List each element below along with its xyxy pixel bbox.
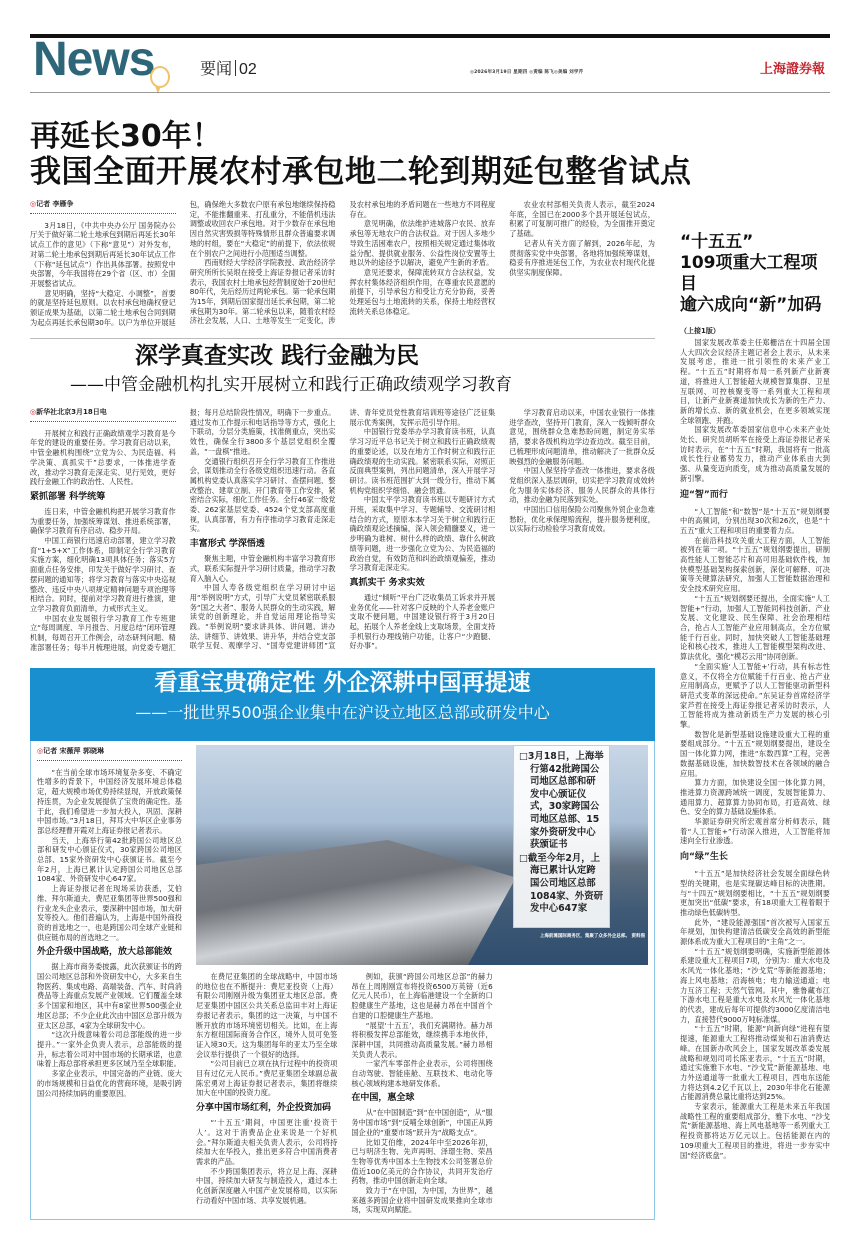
paragraph: 例如，获颁“跨国公司地区总部”的赫力昂在上周刚刚宣布将投资6500万英镑（近6亿元人民币），在上海临港建设一个全新的口腔健康生产基地，这也是赫力昂在中国首个自建的口腔健康生产基地。 bbox=[351, 972, 493, 1020]
article1-headline-line2: 我国全面开展农村承包地二轮到期延包整省试点 bbox=[30, 154, 692, 190]
paragraph: 通过“倾听”平台广泛收集员工诉求并开展业务优化——针对客户反映的个人养老金账户支取不便问题，中国建设银行将于3月20日起，拓展个人养老金线上支取场景，全面支持手机银行办理线销户功能，让客户“少跑腿、好办事”。 bbox=[349, 592, 496, 651]
article3-subheadline: ——一批世界500强企业集中在沪设立地区总部或研发中心 bbox=[135, 703, 550, 722]
paragraph: “在当前全球市场环境复杂多变、不确定性增多的背景下，中国经济发展环境总体稳定，超大规模市场优势持续显现，开放政策保持连贯，为企业发展提供了宝贵的确定性。基于此，我们希望进一步加大投入，巩固、深耕中国市场。”3月18日，拜耳大中华区企业事务部总经理曹开霞对上海证券报记者表示。 bbox=[37, 767, 182, 835]
section-subheading: 向“绿”生长 bbox=[680, 852, 728, 863]
paragraph: “‘十五五’期间，中国更注重‘投资于人’。这对于消费品企业来说是一个好机会。”拜尔斯道夫相关负责人表示，公司将持续加大在华投入，推出更多符合中国消费者需求的产品。 bbox=[196, 1118, 338, 1166]
paragraph: 聚焦主题，中管金融机构丰富学习教育形式，联系实际提升学习研讨质量，推动学习教育入脑入心。 bbox=[189, 554, 336, 583]
paragraph: 西南财经大学经济学院教授、政治经济学研究所所长吴垠在接受上海证券报记者采访时表示，我国农村土地承包经营制度始于20世纪80年代，先后经历过两轮承包。第一轮承包期为15年，到期后国家提出延长承包期，第二轮承包期为30年。第二轮承包以来，随着农村经济社会发展，人口、土地等发生一定变化，涉及农村承包地的矛盾问题在一些地方不同程度存在。 bbox=[189, 200, 496, 326]
section-subheading: 分享中国市场红利，外企投资加码 bbox=[196, 1103, 332, 1114]
section-subheading: 真抓实干 务求实效 bbox=[349, 577, 425, 588]
paragraph: 致力于“在中国，为中国，为世界”，越来越多跨国企业将中国研发成果推向全球市场，实现双向赋能。 bbox=[351, 1186, 493, 1215]
paragraph: 记者从有关方面了解到，2026年起，为贯彻落实党中央部署，各地将加强统筹谋划，稳妥有序推进延包工作，为农业农村现代化提供坚实制度保障。 bbox=[509, 238, 655, 277]
byline-text: 新华社北京3月18日电 bbox=[36, 408, 107, 416]
page-number: 02 bbox=[239, 61, 257, 78]
caption-item: □3月18日，上海举行第42批跨国公司地区总部和研发中心颁证仪式，30家跨国公司地区总部、15家外资研发中心获颁证书 bbox=[519, 751, 604, 851]
paragraph: “这次升级意味着公司总部能级的进一步提升。”一家外企负责人表示，总部能级的提升，标志着公司对中国市场的长期承诺，也意味着上海总部将承担更多区域乃至全球职能。 bbox=[37, 1030, 182, 1069]
paragraph: 农业农村部相关负责人表示，截至2024年底，全国已在2000多个县开展延包试点，积累了可复制可推广的经验，为全面推开奠定了基础。 bbox=[509, 200, 655, 239]
caption-item: □截至今年2月，上海已累计认定跨国公司地区总部1084家、外资研发中心647家 bbox=[519, 852, 603, 915]
byline-text: 记者 宋薇萍 郭晓琳 bbox=[43, 747, 104, 755]
article1-headline-line1: 再延长30年！ bbox=[30, 119, 222, 154]
caption-text: 截至今年2月，上海已累计认定跨国公司地区总部1084家、外资研发中心647家 bbox=[527, 852, 603, 915]
photo-caption-box bbox=[513, 745, 610, 928]
section-label bbox=[200, 60, 257, 78]
paragraph: 意见还要求，保障流转双方合法权益，发挥农村集体经济组织作用，在尊重农民意愿的前提下，引导承包方和受让方充分协商，妥善处理延包与土地流转的关系，保持土地经营权流转关系总体稳定。 bbox=[349, 267, 496, 316]
paragraph: “十五五”规划纲要明确，实施新型能源体系建设重大工程项目7项，分别为：重大水电及水风光一体化基地；“沙戈荒”等新能源基地；海上风电基地；沿海核电；电力输送通道；电力互济工程；天然气管网。其中，雅鲁藏布江下游水电工程是重大水电及水风光一体化基地的代表，建成后每年可提供约3000亿度清洁电力，直接替代9000万吨标准煤。 bbox=[680, 946, 830, 1024]
paragraph: “人工智能”和“数智”是“十五五”规划纲要中的高频词，分别出现30次和26次，也是“十五五”重大工程和项目的重要着力点。 bbox=[680, 506, 830, 535]
article2-body bbox=[30, 408, 655, 656]
paragraph: “十五五”时期，能源“向新向绿”进程有望提速，能源重大工程将推动煤炭和石油消费达峰。在国新办吹风会上，国家发展改革委发展战略和规划司司长陈亚表示，“十五五”时期，通过实施雅下水电、“沙戈荒”新能源基地、电力外送通道等一批重大工程项目，西电东送能力将达到4.2亿千瓦以上，2030年非化石能源占能源消费总量比重将达到25%。 bbox=[680, 1024, 830, 1102]
article2-headline: 深学真查实改 践行金融为民 bbox=[135, 343, 420, 369]
paper-logo: 上海證券報 bbox=[760, 62, 826, 77]
paragraph: 数智化是新型基础设施建设重大工程的重要组成部分。“十五五”规划纲要提出，建设全国一体化算力网，推进“东数西算”工程，完善数据基础设施，加快数智技术在各领域的融合应用。 bbox=[680, 729, 830, 778]
section-subheading: 外企升级中国战略，放大总部能效 bbox=[37, 947, 173, 958]
photo-credit: 上海前滩国际商务区，集聚了众多外企总部。 资料图 bbox=[539, 934, 645, 939]
section-subheading: 迎“智”而行 bbox=[680, 489, 728, 500]
article1-body bbox=[30, 200, 655, 335]
section-name: 要闻 bbox=[200, 61, 233, 78]
section-subheading: 丰富形式 学深悟透 bbox=[189, 539, 265, 550]
paragraph: 算力方面，加快建设全国一体化算力网，推进算力资源跨域统一调度，发展智能算力、通用算力、超算算力协同布局，打造高效、绿色、安全的算力基础设施体系。 bbox=[680, 778, 830, 817]
article3-left-column bbox=[37, 747, 182, 1215]
article3-bottom-columns bbox=[196, 972, 648, 1217]
paragraph: 此外，“建设能源强国”首次被写入国家五年规划，加快构建清洁低碳安全高效的新型能源体系成为重大工程项目的“主角”之一。 bbox=[680, 917, 830, 947]
article3-byline: ◎记者 宋薇萍 郭晓琳 bbox=[37, 747, 182, 761]
paragraph: 开展树立和践行正确政绩观学习教育是今年党的建设的重要任务。学习教育启动以来，中管金融机构围绕“立党为公、为民造福、科学决策、真抓实干”总要求，一体推进学查改，推动学习教育走深走实、见行见效，更好践行金融工作的政治性、人民性。 bbox=[30, 428, 176, 487]
article4-headline bbox=[680, 232, 830, 316]
paragraph: 华源证券研究所宏观首席分析师表示，随着“人工智能+”行动深入推进，人工智能将加速向全行业渗透。 bbox=[680, 817, 830, 846]
paragraph: 比如艾伯维，2024年中至2026年初，已与明济生物、先声再明、泽璟生物、荣昌生物等优秀中国本土生物技术公司签署总价值近100亿美元的合作协议，共同开发治疗药物，推动中国创新走向全球。 bbox=[351, 1137, 493, 1186]
speech-bubble-icon bbox=[150, 66, 170, 88]
article-divider bbox=[30, 338, 655, 339]
paragraph: 中国太平学习教育读书班以专题研讨方式开班，采取集中学习、专题辅导、交流研讨相结合的方式，原原本本学习关于树立和践行正确政绩观论述摘编，深入领会精髓要义，进一步明确为谁树、树什么样的政绩、靠什么树政绩等问题，进一步强化立党为公、为民造福的政治自觉，有效防范和纠治政绩观偏差，推动学习教育走深走实。 bbox=[349, 495, 496, 573]
paragraph: “展望‘十五五’，我们充满期待。赫力昂将积极发挥总部能效，继续携手本地伙伴，深耕中国，共同推动高质量发展。”赫力昂相关负责人表示。 bbox=[351, 1020, 493, 1059]
paragraph: 中国农业发展银行学习教育工作专班建立“每周调度、半月报告、月度总结”闭环管理机制，每周召开工作例会，动态研判问题、精准部署任务；每半月梳理进展，向党委专题汇报；每月总结阶段性情况，明确下一步重点。通过发布工作提示和电话指导等方式，强化上下联动，分层分类施策，找准侧重点，突出实效性，确保全行3800多个基层党组织全覆盖，“一盘棋”推进。 bbox=[30, 408, 336, 652]
paragraph: 中国人保坚持学查改一体推进，要求各级党组织深入基层调研，切实把学习教育成效转化为服务实体经济、服务人民群众的具体行动，推动金融为民落到实处。 bbox=[509, 466, 655, 505]
news-logo: News bbox=[33, 33, 155, 86]
paragraph: 3月18日，《中共中央办公厅 国务院办公厅关于做好第二轮土地承包到期后再延长30年试点工作的意见》（下称“意见”）对外发布，对第二轮土地承包到期后再延长30年试点工作（下称“延包试点”）作出具体部署。按照党中央部署，今年我国将在29个省（区、市）全面开展整省试点。 bbox=[30, 220, 176, 288]
paragraph: 据上海市商务委披露，此次获颁证书的跨国公司地区总部和外资研发中心，大多来自生物医药、集成电路、高端装备、汽车、时尚消费品等上海重点发展产业领域。它们覆盖全球多个国家和地区，其中有8家世界500强企业地区总部；不少企业此次由中国区总部升级为亚太区总部，4家为全球研发中心。 bbox=[37, 962, 182, 1030]
dateline: ◎2026年3月19日 星期四 ◎责编 陈飞◎美编 刘学芹 bbox=[470, 70, 584, 75]
section-subheading: 在中国，惠全球 bbox=[351, 1093, 415, 1104]
paragraph: 连日来，中管金融机构把开展学习教育作为重要任务，加强统筹谋划、推进系统部署，确保学习教育有序启动、稳步开局。 bbox=[30, 506, 176, 536]
paragraph: 多家企业表示，中国完备的产业链、庞大的市场规模和日益优化的营商环境，是吸引跨国公司持续加码的重要原因。 bbox=[37, 1069, 182, 1098]
paragraph: 中国人寿各级党组织在学习研讨中运用“举例说明”方式，引导广大党员紧密联系服务“国之大者”、服务人民群众的生动实践，解读党的创新理论，并自觉运用理论指导实践。“举例说明”要求讲具体、讲问题、讲办法、讲细节、讲效果、讲升华，并结合党支部联学互促、观摩学习、“国寿党建讲师团”宣讲、青年党员党性教育培训班等途径广泛征集展示优秀案例，发挥示范引导作用。 bbox=[189, 408, 496, 651]
paragraph: “公司目前已立项在执行过程中的投资项目有过亿元人民币。”费尼亚集团全球副总裁陈宏勇对上海证券报记者表示，集团将继续加大在中国的投资力度。 bbox=[196, 1059, 338, 1098]
section-subheading: 紧抓部署 科学统筹 bbox=[30, 491, 106, 502]
headline-line: 逾六成向“新”加码 bbox=[680, 295, 822, 315]
article2-byline: ◎新华社北京3月18日电 bbox=[30, 408, 176, 422]
paragraph: “全面实施‘人工智能+’行动，具有标志性意义，不仅将全方位赋能千行百业、抢占产业应用制高点，更赋予了以人工智能驱动新型科研范式变革的深远使命。”东吴证券首席经济学家芦哲在接受上海证券报记者采访时表示，人工智能将成为推动新质生产力发展的核心引擎。 bbox=[680, 661, 830, 730]
article4 bbox=[680, 232, 830, 1222]
paragraph: 从“在中国制造”到“在中国创造”，从“服务中国市场”到“反哺全球创新”，中国正从跨国企业的“重要市场”跃升为“战略支点”。 bbox=[351, 1108, 493, 1137]
paragraph: 国家发展改革委国家信息中心未来产业处处长、研究员胡昕军在接受上海证券报记者采访时表示，在“十五五”时期，我国将有一批高成长性行业蓄势发力，推动产业体系由大到强、从量变迈向质变，成为推动高质量发展的新引擎。 bbox=[680, 425, 830, 483]
paragraph: 一家汽车零部件企业表示，公司将围绕自动驾驶、智能座舱、互联技术、电动化等核心领域构建本地研发体系。 bbox=[351, 1059, 493, 1088]
paragraph: 中国银行党委举办学习教育读书班，认真学习习近平总书记关于树立和践行正确政绩观的重要论述，以及在地方工作时树立和践行正确政绩观的生动实践。紧密联系实际，对照正反面典型案例，列出问题清单，深入开展学习研讨。读书班范围扩大到一级分行，推动下属机构党组织学细悟、融会贯通。 bbox=[349, 427, 496, 495]
paragraph: 中国出口信用保险公司聚焦外贸企业急难愁盼，优化承保理赔流程，提升服务便利度，以实际行动检验学习教育成效。 bbox=[509, 505, 655, 534]
paragraph: 在前沿科技攻关重大工程方面，人工智能被列在第一项。“十五五”规划纲要提出，研制高性能人工智能芯片和高可用基础软件栈，加快模型基础架构探索创新，深化可解释、可决策等关键算法研究，加强人工智能数据治理和安全技术研究应用。 bbox=[680, 535, 830, 594]
headline-line: 109项重大工程项目 bbox=[680, 253, 818, 294]
article4-body bbox=[680, 338, 830, 1160]
continued-note: （上接1版） bbox=[680, 327, 720, 335]
paragraph: 意见明确，依法维护进城落户农民、放弃承包等无地农户的合法权益。对于因人多地少导致生活困难农户，按照相关规定通过集体收益分配、提供就业服务、公益性岗位安置等土地以外的途径予以解决，避免产生新的矛盾。 bbox=[349, 219, 496, 268]
paragraph: 当天，上海举行第42批跨国公司地区总部和研发中心颁证仪式，30家跨国公司地区总部、15家外资研发中心获颁证书。截至今年2月，上海已累计认定跨国公司地区总部1084家、外资研发中心647家。 bbox=[37, 835, 182, 884]
headline-line: “十五五” bbox=[680, 232, 754, 252]
byline-text: 记者 李雁争 bbox=[36, 200, 74, 208]
article2-subheadline: ——中管金融机构扎实开展树立和践行正确政绩观学习教育 bbox=[70, 375, 512, 395]
paragraph: 国家发展改革委主任郑栅洁在十四届全国人大四次会议经济主题记者会上表示，从未来发展考虑，推进一批引领性的未来产业工程。“十五五”时期将布局一系列新产业新赛道，将推进人工智能超大规模智算集群、卫星互联网、可控核聚变等一系列重大工程和项目，让新产业新赛道加快成长为新的生产力、新的增长点、新的就业机会，在更多领域实现全球领跑、并跑。 bbox=[680, 338, 830, 425]
header-divider bbox=[30, 92, 830, 93]
paragraph: 中国工商银行迅速启动部署，建立学习教育“1+5+X”工作体系，即制定全行学习教育实施方案，细化明确13项具体任务；落实5方面重点任务安排，印发关于做好学习研讨、查摆问题的通知等；将学习教育与落实中央巡视整改、违反中央八项规定精神问题专项治理等相结合。同时，提前对学习教育进行推演，建立学习教育负面清单，力戒形式主义。 bbox=[30, 536, 176, 613]
article3-headline: 看重宝贵确定性 外企深耕中国再提速 bbox=[154, 669, 531, 696]
paragraph: “十五五”是加快经济社会发展全面绿色转型的关键期，也是实现碳达峰目标的决胜期。与“十四五”规划纲要相比，“十五五”规划纲要更加突出“低碳”要求，有18项重大工程着眼于推动绿色低碳转型。 bbox=[680, 869, 830, 917]
paragraph: 意见明确，坚持“大稳定、小调整”，首要的就是坚持延包原则。以农村承包地确权登记颁证成果为基础，以第二轮土地承包合同到期为起点再延长承包期30年。以户为单位开展延包，确保绝大多数农户原有承包地继续保持稳定，不能推翻重来、打乱重分，不能借机违法调整或收回农户承包地。对于少数存在承包地因自然灾害毁损等特殊情形且群众普遍要求调地的村组，要在“大稳定”的前提下，依法依规在个别农户之间进行小范围适当调整。 bbox=[30, 200, 336, 327]
caption-text: 3月18日，上海举行第42批跨国公司地区总部和研发中心颁证仪式，30家跨国公司地区总部、15家外资研发中心获颁证书 bbox=[527, 751, 604, 851]
paragraph: 交通银行组织召开全行学习教育工作推进会，谋划推动全行各级党组织迅速行动。各直属机构党委认真落实学习研讨、查摆问题、整改整治、建章立制、开门教育等工作安排，紧密结合实际，细化工作任务。全行46家一级党委、262家基层党委、4524个党支部高度重视，认真部署，有力有序推动学习教育走深走实。 bbox=[189, 456, 336, 534]
paragraph: 在费尼亚集团的全球战略中，中国市场的地位也在不断提升：费尼亚投资（上海）有限公司刚刚升级为集团亚太地区总部。费尼亚集团中国区公共关系总监田丰对上海证券报记者表示，集团的这一决策，与中国不断开放的市场环境密切相关。比如，在上海东方枢纽国际商务合作区，境外人员可免签证入境30天。这为集团每年的亚太乃至全球会议举行提供了一个很好的选择。 bbox=[196, 972, 338, 1059]
paragraph: 专家表示，能源重大工程是未来五年我国战略性工程的重要组成部分，雅下水电、“沙戈荒”新能源基地、海上风电基地等一系列重大工程投资都将达万亿元以上。包括能源在内的109项重大工程项目的推进，将进一步夯实中国“经济底盘”。 bbox=[680, 1102, 830, 1160]
paragraph: 学习教育启动以来，中国农业银行一体推进学查改，坚持开门教育，深入一线倾听群众意见，围绕群众急难愁盼问题，制定务实举措，要求各级机构边学边查边改。截至目前，已梳理形成问题清单，推动解决了一批群众反映强烈的金融服务问题。 bbox=[509, 408, 655, 466]
paragraph: 不少跨国集团表示，将立足上海、深耕中国，持续加大研发与制造投入，通过本土化创新深度融入中国产业发展格局，以实际行动看好中国市场、共享发展机遇。 bbox=[196, 1166, 338, 1205]
paragraph: “十五五”规划纲要还提出，全面实施“人工智能+”行动，加强人工智能同科技创新、产业发展、文化建设、民生保障、社会治理相结合，抢占人工智能产业应用制高点，全方位赋能千行百业。同时，加快突破人工智能基础理论和核心技术，推进人工智能模型架构改进、算法优化，强化“模芯云用”协同创新。 bbox=[680, 593, 830, 662]
paragraph: 上海证券报记者在现场采访获悉，艾伯维、拜尔斯道夫、费尼亚集团等世界500强和行业龙头企业表示，要深耕中国市场，加大研发等投入。他们普遍认为，上海是中国外商投资的首选地之一，也是跨国公司全球产业链和供应链布局的首选地之一。 bbox=[37, 884, 182, 942]
article1-byline: ◎记者 李雁争 bbox=[30, 200, 176, 214]
